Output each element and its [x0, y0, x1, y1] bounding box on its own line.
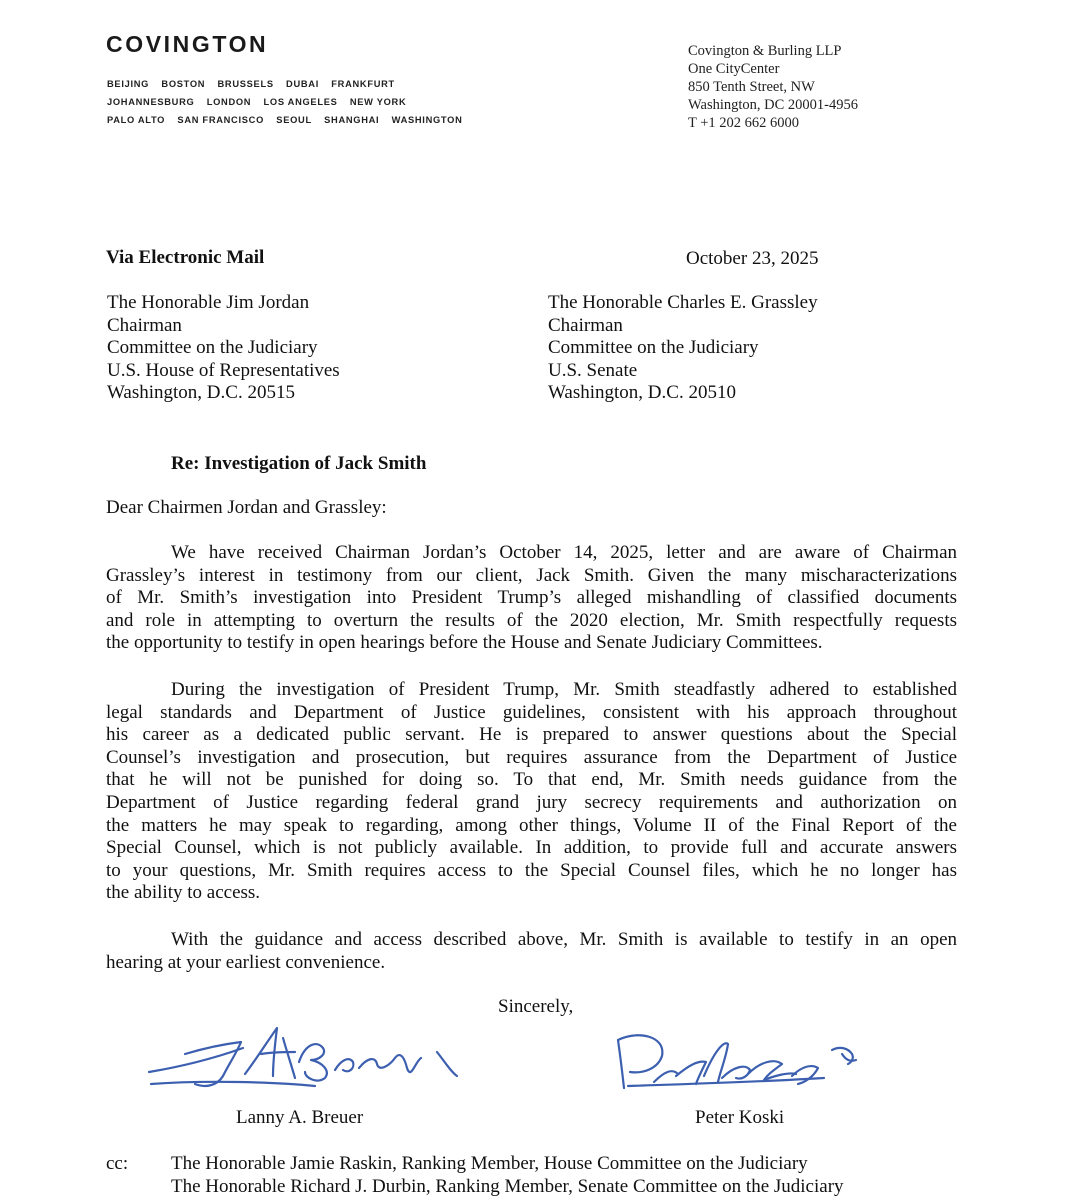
city: JOHANNESBURG: [107, 97, 195, 107]
recipient-line: Washington, D.C. 20510: [548, 382, 736, 404]
firm-address-line: One CityCenter: [688, 61, 780, 77]
firm-phone: T +1 202 662 6000: [688, 115, 800, 131]
firm-address-line: Covington & Burling LLP: [688, 43, 842, 59]
recipient-line: The Honorable Jim Jordan: [107, 292, 310, 313]
city: LOS ANGELES: [263, 97, 338, 107]
firm-address-line: 850 Tenth Street, NW: [688, 79, 815, 95]
firm-address: [688, 42, 858, 132]
city: BRUSSELS: [217, 79, 274, 89]
text-line: the opportunity to testify in open hearings before the House and Senate Judiciary Committees.: [106, 632, 823, 654]
recipient-line: U.S. Senate: [548, 359, 638, 381]
recipient-line: The Honorable Charles E. Grassley: [548, 292, 818, 313]
firm-address-line: Washington, DC 20001-4956: [688, 97, 859, 113]
firm-logo: COVINGTON: [106, 31, 269, 57]
body-paragraph-3: [106, 929, 957, 974]
text-line: the ability to access.: [106, 882, 261, 904]
text-line: legal standards and Department of Justice guidelines, consistent with his approach throughout: [106, 701, 957, 723]
subject-line: Re: Investigation of Jack Smith: [171, 453, 427, 474]
city: SEOUL: [276, 115, 312, 125]
city: LONDON: [206, 97, 252, 107]
text-line: Grassley’s interest in testimony from our client, Jack Smith. Given the many mischaracterizations: [106, 564, 957, 586]
signature-breuer: [145, 1018, 465, 1098]
cc-recipient: The Honorable Richard J. Durbin, Ranking Member, Senate Committee on the Judiciary: [171, 1175, 844, 1197]
text-line: and role in attempting to overturn the results of the 2020 election, Mr. Smith respectfully requests: [106, 609, 957, 631]
body-paragraph-1: [106, 542, 957, 655]
text-line: hearing at your earliest convenience.: [106, 951, 386, 973]
city: SAN FRANCISCO: [177, 115, 264, 125]
recipient-line: Chairman: [107, 314, 182, 336]
text-line: his career as a dedicated public servant. He is prepared to answer questions about the Special: [106, 724, 957, 746]
cities-row: [107, 75, 471, 93]
cities-row: [107, 93, 471, 111]
city: PALO ALTO: [107, 115, 166, 125]
text-line: Special Counsel, which is not publicly available. In addition, to provide full and accurate answers: [106, 837, 957, 859]
letter-date: October 23, 2025: [686, 248, 819, 269]
city: DUBAI: [286, 79, 319, 89]
signer-name: Lanny A. Breuer: [236, 1107, 364, 1128]
city: BEIJING: [107, 79, 150, 89]
body-paragraph-2: [106, 679, 957, 905]
text-line: the matters he may speak to regarding, among other things, Volume II of the Final Report of the: [106, 814, 957, 836]
recipient-line: U.S. House of Representatives: [107, 359, 340, 381]
text-line: With the guidance and access described above, Mr. Smith is available to testify in an open: [171, 929, 957, 950]
cities-row: [107, 111, 471, 129]
recipient-line: Chairman: [548, 314, 623, 336]
salutation: Dear Chairmen Jordan and Grassley:: [106, 497, 387, 518]
city: BOSTON: [161, 79, 206, 89]
text-line: of Mr. Smith’s investigation into President Trump’s alleged mishandling of classified documents: [106, 587, 957, 609]
text-line: to your questions, Mr. Smith requires access to the Special Counsel files, which he no longer has: [106, 859, 957, 881]
signature-koski: [598, 1026, 868, 1106]
signer-name: Peter Koski: [695, 1107, 785, 1128]
city: SHANGHAI: [324, 115, 380, 125]
text-line: We have received Chairman Jordan’s October 14, 2025, letter and are aware of Chairman: [171, 542, 957, 563]
text-line: Department of Justice regarding federal grand jury secrecy requirements and authorization on: [106, 791, 957, 813]
city: NEW YORK: [349, 97, 407, 107]
recipient-line: Committee on the Judiciary: [548, 337, 759, 359]
recipient-line: Washington, D.C. 20515: [107, 382, 295, 404]
delivery-method: Via Electronic Mail: [106, 247, 265, 268]
text-line: During the investigation of President Trump, Mr. Smith steadfastly adhered to established: [171, 679, 957, 700]
recipient-address-grassley: [548, 292, 818, 405]
city: WASHINGTON: [391, 115, 463, 125]
office-cities: [107, 75, 471, 129]
recipient-address-jordan: [107, 292, 340, 405]
cc-recipient: The Honorable Jamie Raskin, Ranking Member, House Committee on the Judiciary: [171, 1153, 808, 1174]
text-line: Counsel’s investigation and prosecution, but requires assurance from the Department of Justice: [106, 746, 957, 768]
city: FRANKFURT: [331, 79, 395, 89]
cc-label: cc:: [106, 1153, 129, 1174]
recipient-line: Committee on the Judiciary: [107, 337, 318, 359]
text-line: that he will not be punished for doing so. To that end, Mr. Smith needs guidance from the: [106, 769, 957, 791]
cc-list: [171, 1153, 844, 1198]
closing: Sincerely,: [498, 996, 574, 1017]
